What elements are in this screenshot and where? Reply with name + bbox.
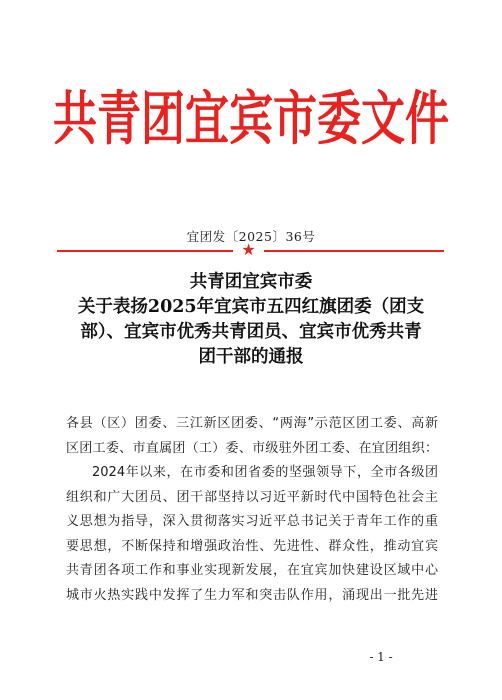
- body-line: 组织和广大团员、团干部坚持以习近平新时代中国特色社会主: [66, 489, 438, 505]
- body-line: 各县（区）团委、三江新区团委、“两海”示范区团工委、高新: [66, 416, 438, 431]
- title-line: 共青团宜宾市委: [189, 272, 313, 292]
- document-masthead: 共青团宜宾市委文件: [53, 85, 449, 153]
- title-line: 关于表扬2025年宜宾市五四红旗团委（团支: [77, 297, 425, 317]
- document-number: 宜团发〔2025〕36号: [186, 229, 316, 244]
- red-divider-right: [264, 250, 444, 252]
- star-icon: ★: [241, 240, 256, 259]
- body-line: 义思想为指导，深入贯彻落实习近平总书记关于青年工作的重: [66, 514, 438, 529]
- title-line: 部）、宜宾市优秀共青团员、宜宾市优秀共青: [80, 322, 422, 342]
- title-line: 团干部的通报: [198, 347, 304, 367]
- body-line: 要思想，不断保持和增强政治性、先进性、群众性，推动宜宾: [66, 538, 438, 554]
- body-line: 城市火热实践中发挥了生力军和突击队作用，涌现出一批先进: [66, 587, 438, 603]
- body-line: 2024年以来，在市委和团省委的坚强领导下，全市各级团: [92, 465, 438, 480]
- document-body: [66, 412, 438, 608]
- page-number: - 1 -: [369, 650, 393, 664]
- body-line: 共青团各项工作和事业实现新发展，在宜宾加快建设区域中心: [66, 563, 438, 578]
- red-divider-left: [57, 250, 233, 252]
- document-title: [40, 270, 462, 370]
- body-line: 区团工委、市直属团（工）委、市级驻外团工委、在宜团组织：: [66, 440, 438, 456]
